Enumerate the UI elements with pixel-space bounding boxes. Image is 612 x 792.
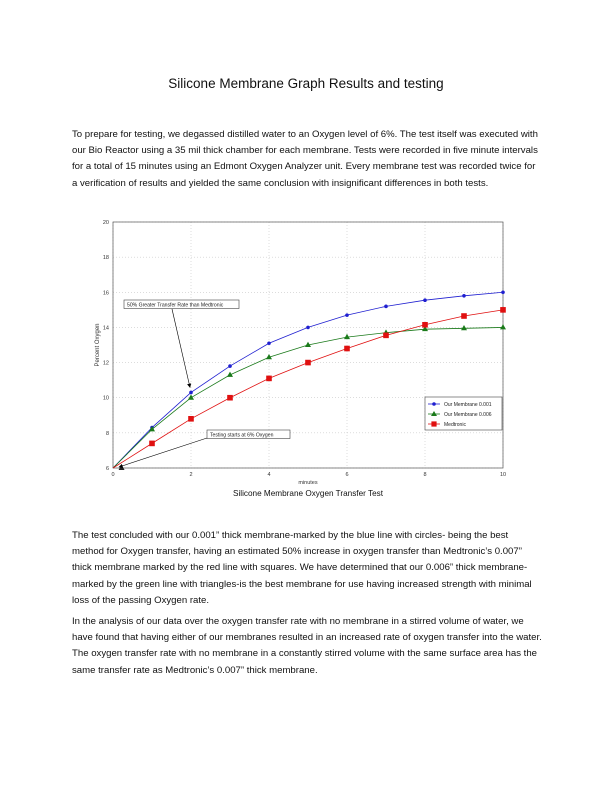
series-line-0: [113, 292, 503, 468]
point-circle: [228, 364, 232, 368]
point-square: [227, 395, 233, 401]
y-tick-label: 20: [102, 220, 109, 226]
chart: [60, 214, 520, 504]
point-square: [149, 441, 155, 447]
point-square: [305, 360, 311, 366]
y-tick-label: 18: [102, 255, 109, 262]
legend-label: Our Membrane 0.001: [444, 402, 492, 408]
analysis-paragraph: In the analysis of our data over the oxygen transfer rate with no membrane in a stirred volume of water, we have found that having either of our membranes resulted in an increased rate of oxygen transfer into the water. The oxygen transfer rate with no membrane in a constantly stirred volume with the same surface area has the same transfer rate as Medtronic’s 0.007” thick membrane.: [72, 616, 542, 676]
intro-paragraph: To prepare for testing, we degassed distilled water to an Oxygen level of 6%. The test itself was executed with our Bio Reactor using a 35 mil thick chamber for each membrane. Tests were recorded in five minute intervals for a total of 15 minutes using an Edmont Oxygen Analyzer unit. Every membrane test was recorded twice for a verification of results and yielded the same conclusion with insignificant differences in both tests.: [72, 129, 538, 189]
x-tick-label: 8: [423, 472, 427, 478]
x-tick-label: 4: [267, 472, 271, 478]
y-tick-label: 16: [102, 290, 109, 297]
x-tick-label: 6: [345, 472, 349, 478]
point-circle: [423, 298, 427, 302]
point-triangle: [500, 324, 506, 329]
legend-marker-circle: [432, 402, 436, 406]
conclusion-paragraph: The test concluded with our 0.001” thick membrane-marked by the blue line with circles- being the best method for Oxygen transfer, having an estimated 50% increase in oxygen transfer than Medtronic’s 0.007” thick membrane marked by the red line with squares. We have determined that our 0.006” thick membrane-marked by the green line with triangles-is the best membrane for use having increased strength with minimal loss of the passing Oxygen rate.: [72, 530, 532, 606]
annotation-text-1: 50% Greater Transfer Rate than Medtronic: [127, 302, 224, 309]
chart-svg: [60, 214, 520, 504]
y-tick-label: 10: [102, 395, 109, 402]
x-tick-label: 2: [189, 472, 193, 478]
point-circle: [501, 290, 505, 294]
point-square: [383, 333, 389, 339]
legend-marker-square: [431, 421, 436, 426]
point-triangle: [344, 334, 350, 339]
point-circle: [345, 313, 349, 317]
point-circle: [384, 305, 388, 309]
point-square: [266, 376, 272, 382]
y-tick-label: 8: [105, 430, 109, 437]
y-tick-label: 6: [105, 466, 109, 472]
legend-label: Our Membrane 0.006: [444, 412, 492, 418]
point-square: [422, 322, 428, 328]
point-circle: [189, 391, 193, 395]
x-tick-label: 0: [111, 472, 115, 478]
point-circle: [267, 341, 271, 345]
point-square: [500, 307, 506, 313]
chart-title: Silicone Membrane Oxygen Transfer Test: [232, 489, 384, 498]
document-title: Silicone Membrane Graph Results and testing: [168, 76, 444, 91]
annotation-arrow-1: [172, 309, 190, 387]
y-tick-label: 12: [102, 360, 109, 367]
annotation-arrow-2: [119, 438, 207, 467]
point-square: [188, 416, 194, 422]
point-triangle: [149, 426, 155, 431]
x-tick-label: 10: [499, 472, 507, 478]
point-square: [461, 313, 467, 319]
series-line-2: [113, 310, 503, 468]
point-square: [344, 346, 350, 352]
legend-label: Medtronic: [444, 422, 466, 428]
point-circle: [306, 326, 310, 330]
point-triangle: [188, 394, 194, 399]
x-axis-label: minutes: [298, 480, 318, 486]
y-axis-label: Percent Oxygen: [95, 323, 101, 367]
y-tick-label: 14: [102, 325, 109, 332]
annotation-text-2: Testing starts at 6% Oxygen: [210, 432, 274, 439]
point-circle: [462, 294, 466, 298]
